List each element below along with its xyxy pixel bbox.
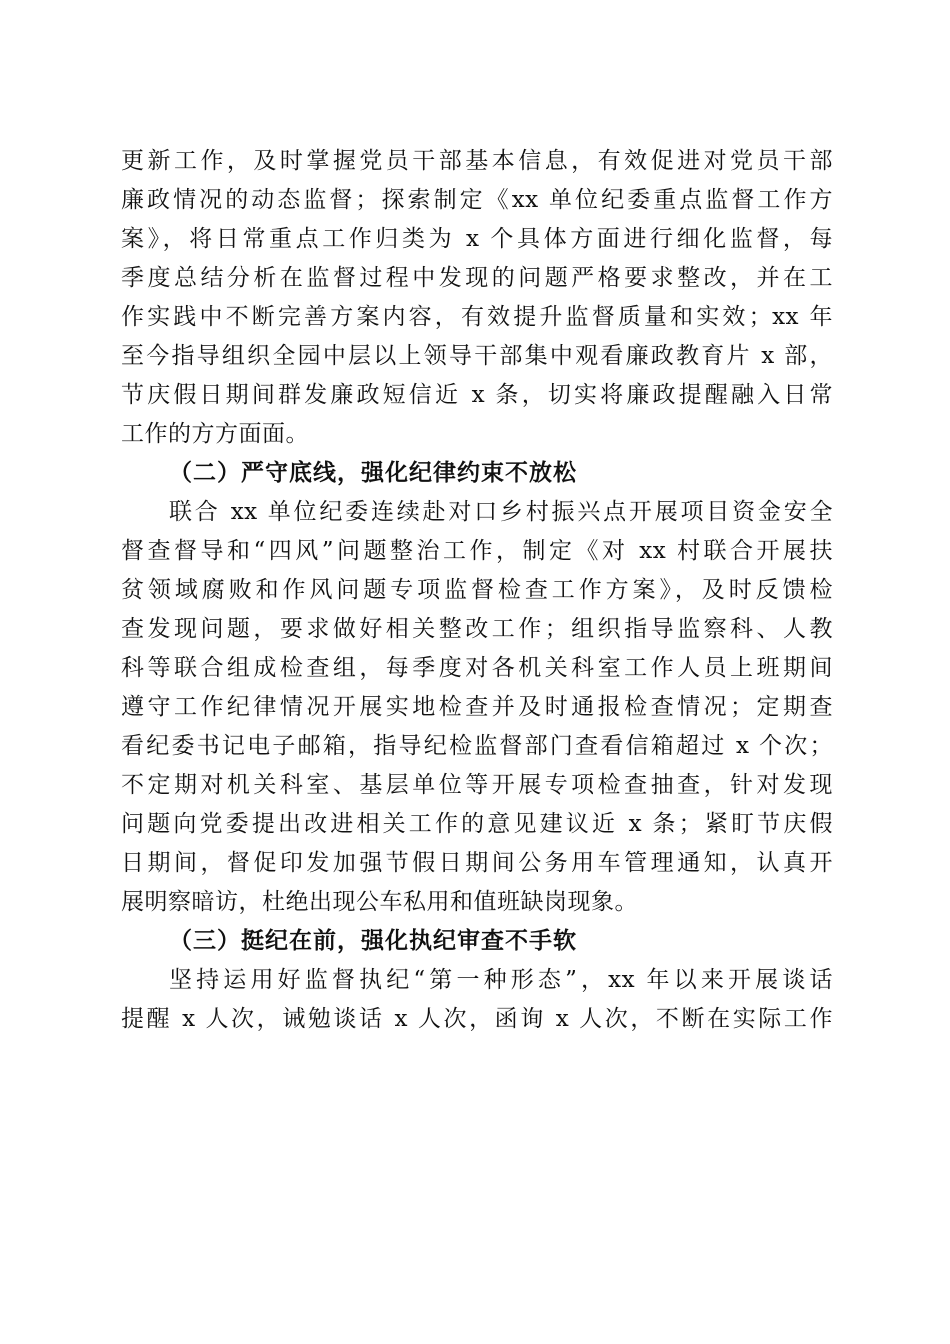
text-line: 联合 xx 单位纪委连续赴对口乡村振兴点开展项目资金安全 [169,499,833,525]
text-line: 更新工作，及时掌握党员干部基本信息，有效促进对党员干部 [121,148,833,174]
text-line: 节庆假日期间群发廉政短信近 x 条，切实将廉政提醒融入日常 [121,382,833,408]
paragraph-discipline [121,493,833,922]
paragraph-enforcement [121,961,833,1039]
text-line: 贫领域腐败和作风问题专项监督检查工作方案》，及时反馈检 [121,577,833,603]
text-line: 坚持运用好监督执纪“第一种形态”，xx 年以来开展谈话 [169,967,833,993]
text-line: 遵守工作纪律情况开展实地检查并及时通报检查情况；定期查 [121,694,833,720]
text-line: 督查督导和“四风”问题整治工作，制定《对 xx 村联合开展扶 [121,538,833,564]
text-line: 廉政情况的动态监督；探索制定《xx 单位纪委重点监督工作方 [121,187,833,213]
text-line: 查发现问题，要求做好相关整改工作；组织指导监察科、人教 [121,616,833,642]
text-line: 问题向党委提出改进相关工作的意见建议近 x 条；紧盯节庆假 [121,811,833,837]
text-line: 展明察暗访，杜绝出现公车私用和值班缺岗现象。 [121,889,638,915]
text-line: 案》，将日常重点工作归类为 x 个具体方面进行细化监督，每 [121,226,833,252]
text-line: 作实践中不断完善方案内容，有效提升监督质量和实效；xx 年 [121,304,833,330]
text-line: 季度总结分析在监督过程中发现的问题严格要求整改，并在工 [121,265,833,291]
text-line: 科等联合组成检查组，每季度对各机关科室工作人员上班期间 [121,655,833,681]
text-line: 看纪委书记电子邮箱，指导纪检监督部门查看信箱超过 x 个次； [121,733,833,759]
text-line: 工作的方方面面。 [121,421,309,447]
paragraph-supervision [121,142,833,454]
text-line: 至今指导组织全园中层以上领导干部集中观看廉政教育片 x 部， [121,343,833,369]
text-line: 日期间，督促印发加强节假日期间公务用车管理通知，认真开 [121,850,833,876]
document-page [121,142,833,1039]
section-heading-3: （三）挺纪在前，强化执纪审查不手软 [169,928,577,954]
section-heading-2: （二）严守底线，强化纪律约束不放松 [169,460,577,486]
text-line: 不定期对机关科室、基层单位等开展专项检查抽查，针对发现 [121,772,833,798]
text-line: 提醒 x 人次，诫勉谈话 x 人次，函询 x 人次，不断在实际工作 [121,1006,833,1032]
